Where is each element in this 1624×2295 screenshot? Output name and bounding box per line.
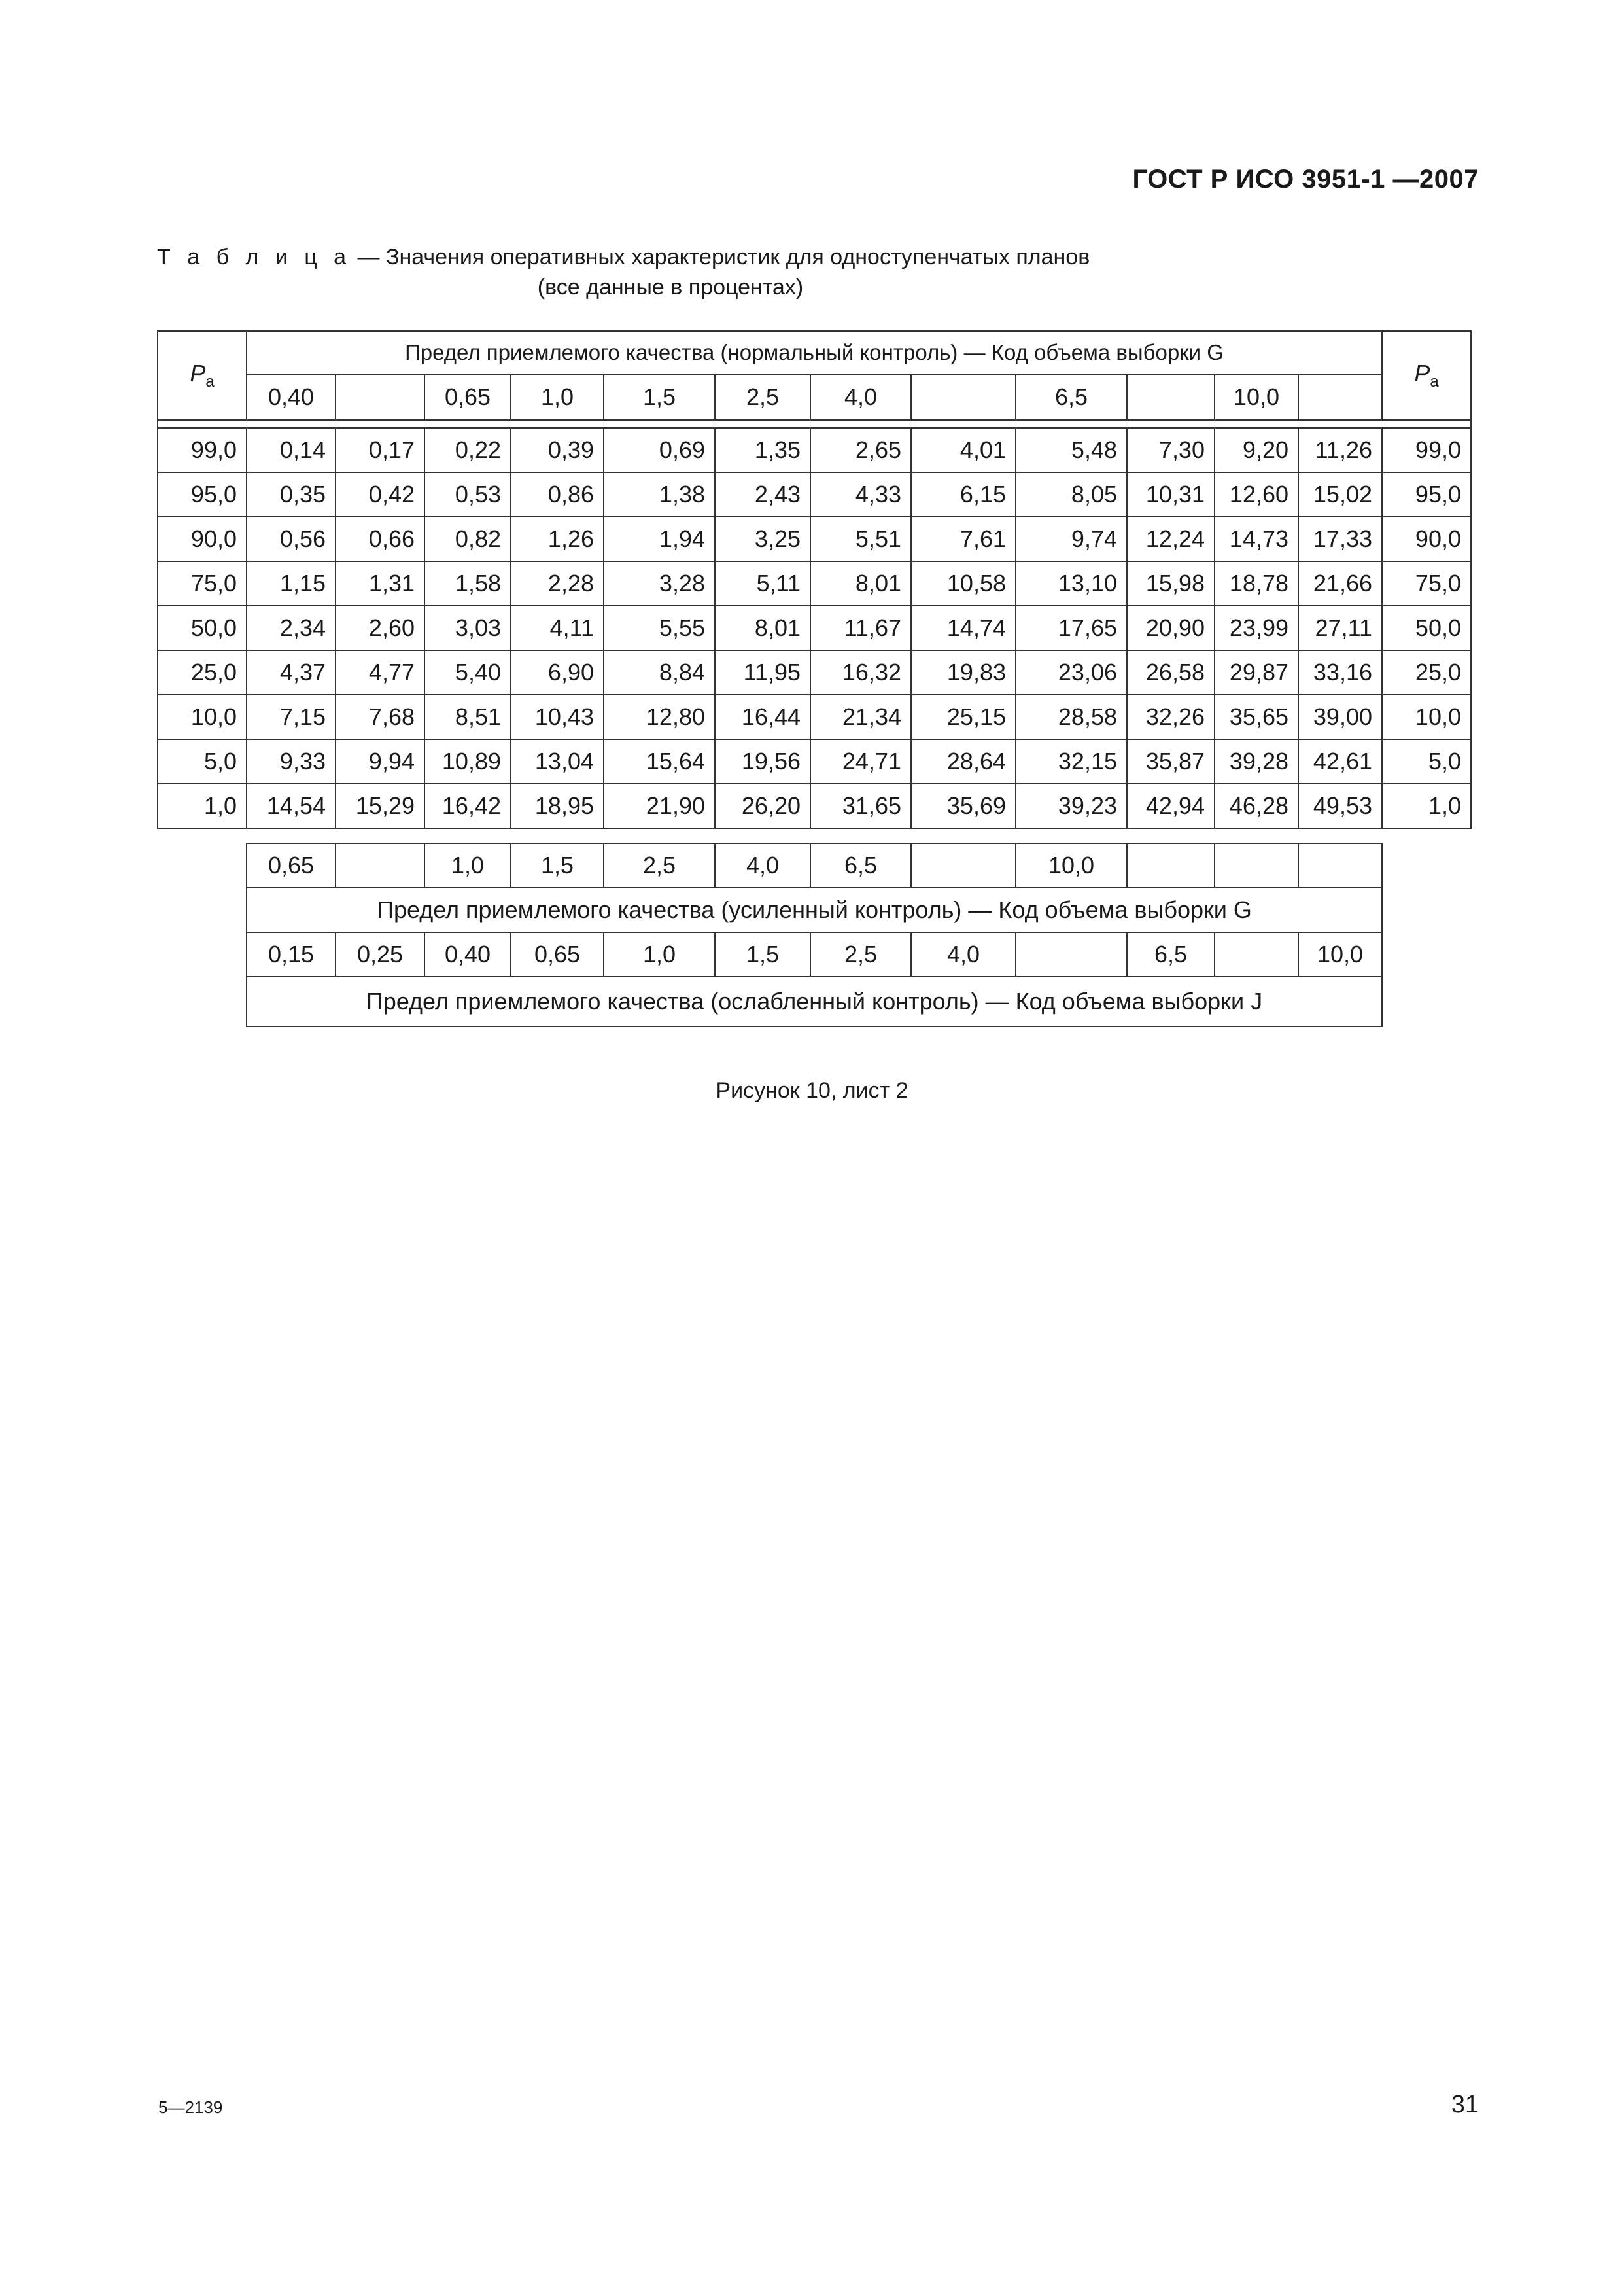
oc-value-cell: 11,26 (1298, 428, 1382, 472)
normal-control-title: Предел приемлемого качества (нормальный контроль) — Код объема выборки G (247, 331, 1382, 374)
oc-value-cell: 0,66 (336, 517, 424, 561)
oc-value-cell: 21,66 (1298, 561, 1382, 606)
table-row (158, 784, 1471, 828)
oc-value-cell: 4,37 (247, 650, 336, 695)
pa-value-right: 10,0 (1382, 695, 1471, 739)
normal-aql-cell: 1,5 (604, 374, 715, 420)
normal-aql-cell: 6,5 (1016, 374, 1127, 420)
oc-value-cell: 8,05 (1016, 472, 1127, 517)
oc-value-cell: 1,15 (247, 561, 336, 606)
oc-value-cell: 35,87 (1127, 739, 1215, 784)
oc-value-cell: 14,73 (1215, 517, 1298, 561)
table-row (158, 650, 1471, 695)
tightened-aql-cell: 10,0 (1016, 843, 1127, 888)
tightened-aql-cell (1215, 843, 1298, 888)
pa-value-left: 50,0 (158, 606, 247, 650)
reduced-aql-cell: 4,0 (911, 932, 1016, 977)
oc-value-cell: 21,34 (810, 695, 911, 739)
oc-value-cell: 14,74 (911, 606, 1016, 650)
oc-value-cell: 15,02 (1298, 472, 1382, 517)
oc-value-cell: 29,87 (1215, 650, 1298, 695)
oc-value-cell: 1,35 (715, 428, 810, 472)
pa-value-left: 10,0 (158, 695, 247, 739)
reduced-aql-cell: 2,5 (810, 932, 911, 977)
pa-value-left: 75,0 (158, 561, 247, 606)
normal-aql-cell (1127, 374, 1215, 420)
oc-value-cell: 1,94 (604, 517, 715, 561)
oc-value-cell: 42,94 (1127, 784, 1215, 828)
oc-value-cell: 26,20 (715, 784, 810, 828)
oc-value-cell: 2,43 (715, 472, 810, 517)
oc-value-cell: 10,89 (424, 739, 511, 784)
oc-value-cell: 8,01 (715, 606, 810, 650)
oc-value-cell: 0,22 (424, 428, 511, 472)
oc-value-cell: 4,33 (810, 472, 911, 517)
oc-value-cell: 32,15 (1016, 739, 1127, 784)
tightened-aql-cell (1127, 843, 1215, 888)
tightened-aql-cell: 2,5 (604, 843, 715, 888)
oc-value-cell: 13,04 (511, 739, 604, 784)
alt-control-table (246, 843, 1383, 1027)
oc-value-cell: 8,51 (424, 695, 511, 739)
oc-value-cell: 5,48 (1016, 428, 1127, 472)
oc-value-cell: 2,60 (336, 606, 424, 650)
tightened-title-row (247, 888, 1382, 932)
pa-value-left: 5,0 (158, 739, 247, 784)
table-row (158, 606, 1471, 650)
normal-aql-cell: 0,65 (424, 374, 511, 420)
pa-value-left: 90,0 (158, 517, 247, 561)
oc-value-cell: 28,58 (1016, 695, 1127, 739)
pa-header-right (1382, 331, 1471, 420)
document-code: 5—2139 (158, 2097, 223, 2117)
oc-value-cell: 0,53 (424, 472, 511, 517)
pa-symbol: P (190, 359, 206, 387)
oc-value-cell: 39,23 (1016, 784, 1127, 828)
oc-value-cell: 0,82 (424, 517, 511, 561)
separator-cell (158, 420, 1471, 428)
oc-value-cell: 1,26 (511, 517, 604, 561)
normal-aql-cell: 10,0 (1215, 374, 1298, 420)
table-row (158, 428, 1471, 472)
oc-value-cell: 11,95 (715, 650, 810, 695)
oc-value-cell: 11,67 (810, 606, 911, 650)
oc-value-cell: 0,39 (511, 428, 604, 472)
normal-aql-cell (911, 374, 1016, 420)
normal-aql-cell (1298, 374, 1382, 420)
tightened-aql-cell (1298, 843, 1382, 888)
oc-value-cell: 19,56 (715, 739, 810, 784)
oc-value-cell: 24,71 (810, 739, 911, 784)
oc-value-cell: 17,65 (1016, 606, 1127, 650)
oc-value-cell: 21,90 (604, 784, 715, 828)
pa-value-left: 95,0 (158, 472, 247, 517)
reduced-control-title: Предел приемлемого качества (ослабленный контроль) — Код объема выборки J (247, 977, 1382, 1026)
oc-value-cell: 3,03 (424, 606, 511, 650)
oc-value-cell: 5,11 (715, 561, 810, 606)
oc-value-cell: 42,61 (1298, 739, 1382, 784)
pa-subscript: a (1430, 373, 1439, 391)
oc-value-cell: 0,42 (336, 472, 424, 517)
tightened-aql-cell: 6,5 (810, 843, 911, 888)
normal-title-row (158, 331, 1471, 374)
reduced-aql-cell (1215, 932, 1298, 977)
pa-value-right: 50,0 (1382, 606, 1471, 650)
reduced-title-row (247, 977, 1382, 1026)
oc-value-cell: 13,10 (1016, 561, 1127, 606)
oc-value-cell: 7,15 (247, 695, 336, 739)
oc-value-cell: 9,20 (1215, 428, 1298, 472)
oc-value-cell: 14,54 (247, 784, 336, 828)
oc-value-cell: 0,14 (247, 428, 336, 472)
oc-value-cell: 2,28 (511, 561, 604, 606)
oc-value-cell: 0,69 (604, 428, 715, 472)
page-number: 31 (1451, 2091, 1479, 2118)
oc-value-cell: 9,74 (1016, 517, 1127, 561)
oc-value-cell: 3,25 (715, 517, 810, 561)
pa-value-right: 1,0 (1382, 784, 1471, 828)
table-caption-prefix: Т а б л и ц а (157, 245, 352, 270)
oc-value-cell: 32,26 (1127, 695, 1215, 739)
oc-value-cell: 5,51 (810, 517, 911, 561)
oc-value-cell: 3,28 (604, 561, 715, 606)
oc-value-cell: 5,40 (424, 650, 511, 695)
reduced-aql-cell: 10,0 (1298, 932, 1382, 977)
header-separator (158, 420, 1471, 428)
reduced-aql-row (247, 932, 1382, 977)
table-row (158, 472, 1471, 517)
oc-value-cell: 5,55 (604, 606, 715, 650)
oc-values-table (157, 330, 1472, 829)
reduced-aql-cell: 1,0 (604, 932, 715, 977)
pa-value-right: 90,0 (1382, 517, 1471, 561)
oc-value-cell: 19,83 (911, 650, 1016, 695)
oc-value-cell: 10,31 (1127, 472, 1215, 517)
pa-subscript: a (205, 373, 215, 391)
oc-value-cell: 10,43 (511, 695, 604, 739)
oc-value-cell: 0,86 (511, 472, 604, 517)
oc-value-cell: 35,65 (1215, 695, 1298, 739)
oc-value-cell: 4,11 (511, 606, 604, 650)
reduced-aql-cell: 0,40 (424, 932, 511, 977)
pa-header-left (158, 331, 247, 420)
oc-value-cell: 15,64 (604, 739, 715, 784)
oc-value-cell: 8,01 (810, 561, 911, 606)
reduced-aql-cell: 0,15 (247, 932, 336, 977)
table-row (158, 695, 1471, 739)
oc-value-cell: 18,78 (1215, 561, 1298, 606)
normal-aql-cell (336, 374, 424, 420)
oc-value-cell: 2,65 (810, 428, 911, 472)
oc-value-cell: 8,84 (604, 650, 715, 695)
oc-value-cell: 18,95 (511, 784, 604, 828)
data-rows (158, 428, 1471, 828)
oc-value-cell: 2,34 (247, 606, 336, 650)
pa-symbol: P (1414, 359, 1430, 387)
reduced-aql-cell: 1,5 (715, 932, 810, 977)
oc-value-cell: 15,98 (1127, 561, 1215, 606)
oc-value-cell: 16,32 (810, 650, 911, 695)
reduced-aql-cell: 0,25 (336, 932, 424, 977)
oc-value-cell: 1,31 (336, 561, 424, 606)
oc-value-cell: 0,56 (247, 517, 336, 561)
oc-value-cell: 25,15 (911, 695, 1016, 739)
pa-value-right: 25,0 (1382, 650, 1471, 695)
oc-value-cell: 7,30 (1127, 428, 1215, 472)
oc-value-cell: 16,44 (715, 695, 810, 739)
oc-value-cell: 0,35 (247, 472, 336, 517)
oc-value-cell: 1,58 (424, 561, 511, 606)
oc-value-cell: 26,58 (1127, 650, 1215, 695)
pa-value-right: 5,0 (1382, 739, 1471, 784)
tightened-aql-cell (336, 843, 424, 888)
tightened-aql-cell (911, 843, 1016, 888)
table-row (158, 739, 1471, 784)
oc-value-cell: 20,90 (1127, 606, 1215, 650)
oc-value-cell: 4,77 (336, 650, 424, 695)
normal-aql-cell: 4,0 (810, 374, 911, 420)
pa-value-right: 75,0 (1382, 561, 1471, 606)
oc-value-cell: 46,28 (1215, 784, 1298, 828)
oc-value-cell: 28,64 (911, 739, 1016, 784)
oc-value-cell: 0,17 (336, 428, 424, 472)
table-caption-text: — Значения оперативных характеристик для одноступенчатых планов (351, 245, 1090, 270)
oc-value-cell: 1,38 (604, 472, 715, 517)
oc-value-cell: 27,11 (1298, 606, 1382, 650)
figure-caption: Рисунок 10, лист 2 (716, 1078, 908, 1103)
pa-value-left: 1,0 (158, 784, 247, 828)
reduced-aql-cell (1016, 932, 1127, 977)
tightened-aql-cell: 1,0 (424, 843, 511, 888)
tightened-aql-row (247, 843, 1382, 888)
oc-value-cell: 39,28 (1215, 739, 1298, 784)
table-row (158, 561, 1471, 606)
oc-value-cell: 7,68 (336, 695, 424, 739)
oc-value-cell: 39,00 (1298, 695, 1382, 739)
reduced-aql-cell: 6,5 (1127, 932, 1215, 977)
document-header: ГОСТ Р ИСО 3951-1 —2007 (1132, 165, 1479, 194)
table-row (158, 517, 1471, 561)
oc-value-cell: 12,60 (1215, 472, 1298, 517)
pa-value-left: 25,0 (158, 650, 247, 695)
normal-aql-row (158, 374, 1471, 420)
oc-value-cell: 6,15 (911, 472, 1016, 517)
tightened-aql-cell: 1,5 (511, 843, 604, 888)
table-caption (157, 245, 1090, 270)
tightened-control-title: Предел приемлемого качества (усиленный контроль) — Код объема выборки G (247, 888, 1382, 932)
oc-value-cell: 4,01 (911, 428, 1016, 472)
table-caption-subtext: (все данные в процентах) (537, 275, 804, 300)
oc-value-cell: 10,58 (911, 561, 1016, 606)
oc-value-cell: 9,94 (336, 739, 424, 784)
pa-value-left: 99,0 (158, 428, 247, 472)
oc-value-cell: 7,61 (911, 517, 1016, 561)
oc-value-cell: 23,06 (1016, 650, 1127, 695)
normal-aql-cell: 1,0 (511, 374, 604, 420)
oc-value-cell: 12,24 (1127, 517, 1215, 561)
oc-value-cell: 33,16 (1298, 650, 1382, 695)
oc-value-cell: 12,80 (604, 695, 715, 739)
oc-value-cell: 31,65 (810, 784, 911, 828)
reduced-aql-cell: 0,65 (511, 932, 604, 977)
pa-value-right: 99,0 (1382, 428, 1471, 472)
oc-value-cell: 16,42 (424, 784, 511, 828)
normal-aql-cell: 2,5 (715, 374, 810, 420)
tightened-aql-cell: 4,0 (715, 843, 810, 888)
oc-value-cell: 23,99 (1215, 606, 1298, 650)
oc-value-cell: 35,69 (911, 784, 1016, 828)
normal-aql-cell: 0,40 (247, 374, 336, 420)
pa-value-right: 95,0 (1382, 472, 1471, 517)
oc-value-cell: 9,33 (247, 739, 336, 784)
tightened-aql-cell: 0,65 (247, 843, 336, 888)
oc-value-cell: 15,29 (336, 784, 424, 828)
oc-value-cell: 49,53 (1298, 784, 1382, 828)
oc-value-cell: 17,33 (1298, 517, 1382, 561)
oc-value-cell: 6,90 (511, 650, 604, 695)
